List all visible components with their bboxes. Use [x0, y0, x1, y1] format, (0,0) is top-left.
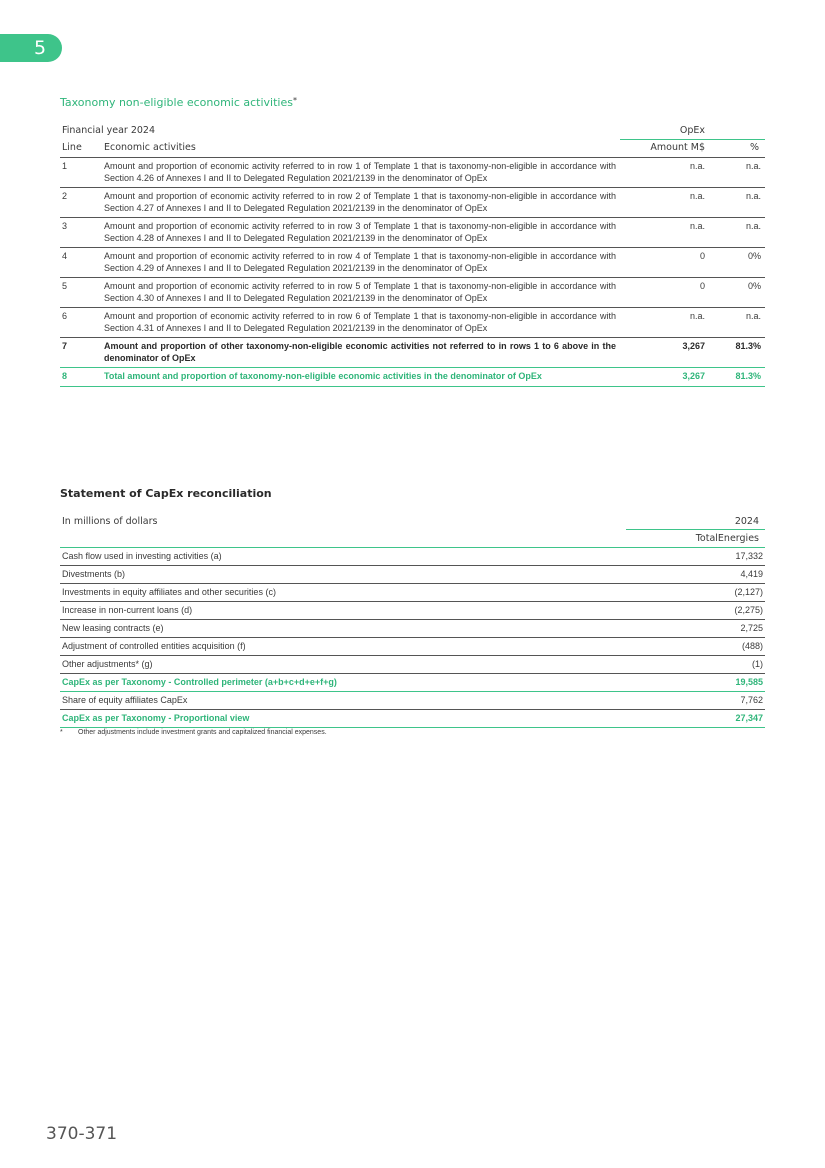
- row-label: Share of equity affiliates CapEx: [62, 695, 188, 705]
- row-line-number: 3: [62, 221, 68, 231]
- capex-section-title: Statement of CapEx reconciliation: [60, 487, 272, 500]
- row-line-number: 1: [62, 161, 68, 171]
- table-row-total: [60, 368, 765, 387]
- row-description: Amount and proportion of other taxonomy-non-eligible economic activities not referred to in rows 1 to 6 above in the denominator of OpEx: [104, 341, 616, 363]
- row-label: Cash flow used in investing activities (a): [62, 551, 222, 561]
- row-line-number: 5: [62, 281, 68, 291]
- table-row: [60, 248, 765, 278]
- row-label: Other adjustments* (g): [62, 659, 153, 669]
- row-line-number: 8: [62, 371, 68, 381]
- row-amount: n.a.: [689, 311, 705, 321]
- table-row-proportional-total: [60, 710, 765, 728]
- row-value: 7,762: [740, 695, 763, 705]
- table-row: [60, 566, 765, 584]
- row-amount: 3,267: [682, 371, 705, 381]
- footnote-text: Other adjustments include investment grants and capitalized financial expenses.: [78, 729, 327, 736]
- row-description: Total amount and proportion of taxonomy-non-eligible economic activities in the denominator of OpEx: [104, 371, 542, 381]
- section-title-mark: *: [292, 96, 297, 105]
- row-value: 2,725: [740, 623, 763, 633]
- table-row: [60, 584, 765, 602]
- capex-table: [60, 514, 765, 728]
- col-header-activities: Economic activities: [104, 142, 196, 153]
- row-value: 17,332: [735, 551, 763, 561]
- section-title-text: Taxonomy non-eligible economic activities: [60, 96, 293, 109]
- col-header-pct: %: [749, 142, 759, 153]
- row-pct: 81.3%: [735, 341, 761, 351]
- row-pct: 0%: [747, 281, 761, 291]
- row-amount: n.a.: [689, 191, 705, 201]
- section-title: [60, 96, 297, 109]
- footnote: [60, 729, 327, 736]
- row-value: (488): [741, 641, 763, 651]
- row-value: 19,585: [735, 677, 763, 687]
- row-amount: 0: [699, 251, 705, 261]
- row-description: Amount and proportion of economic activity referred to in row 6 of Template 1 that is taxonomy-non-eligible in accordance with Section 4.31 of Annexes I and II to Delegated Regulation 2021/2139 in the denominator of OpEx: [104, 311, 616, 333]
- row-pct: n.a.: [745, 221, 761, 231]
- table-row-controlled-total: [60, 674, 765, 692]
- table-row: [60, 188, 765, 218]
- row-line-number: 6: [62, 311, 68, 321]
- col-header-line: Line: [62, 142, 82, 153]
- year-header: 2024: [734, 516, 759, 527]
- row-label: CapEx as per Taxonomy - Controlled perimeter (a+b+c+d+e+f+g): [62, 677, 337, 687]
- row-line-number: 4: [62, 251, 68, 261]
- row-amount: n.a.: [689, 221, 705, 231]
- row-description: Amount and proportion of economic activity referred to in row 3 of Template 1 that is taxonomy-non-eligible in accordance with Section 4.28 of Annexes I and II to Delegated Regulation 2021/2139 in the denominator of OpEx: [104, 221, 616, 243]
- table-row: [60, 692, 765, 710]
- row-label: Investments in equity affiliates and other securities (c): [62, 587, 276, 597]
- table-row: [60, 638, 765, 656]
- row-pct: n.a.: [745, 191, 761, 201]
- row-amount: 3,267: [682, 341, 705, 351]
- table-row: [60, 158, 765, 188]
- table-row: [60, 602, 765, 620]
- capex-header-row-1: [60, 514, 765, 530]
- row-description: Amount and proportion of economic activity referred to in row 2 of Template 1 that is taxonomy-non-eligible in accordance with Section 4.27 of Annexes I and II to Delegated Regulation 2021/2139 in the denominator of OpEx: [104, 191, 616, 213]
- table-row: [60, 308, 765, 338]
- row-value: (2,275): [734, 605, 763, 615]
- row-amount: n.a.: [689, 161, 705, 171]
- footnote-marker: *: [60, 729, 63, 736]
- unit-label: In millions of dollars: [62, 516, 158, 527]
- row-pct: 81.3%: [735, 371, 761, 381]
- row-value: 27,347: [735, 713, 763, 723]
- page-number: 370-371: [46, 1124, 118, 1144]
- entity-header: TotalEnergies: [695, 533, 759, 544]
- row-label: CapEx as per Taxonomy - Proportional view: [62, 713, 250, 723]
- table-row-other-activities: [60, 338, 765, 368]
- row-value: 4,419: [740, 569, 763, 579]
- row-pct: n.a.: [745, 161, 761, 171]
- row-line-number: 7: [62, 341, 68, 351]
- row-description: Amount and proportion of economic activity referred to in row 4 of Template 1 that is taxonomy-non-eligible in accordance with Section 4.29 of Annexes I and II to Delegated Regulation 2021/2139 in the denominator of OpEx: [104, 251, 616, 273]
- row-label: Divestments (b): [62, 569, 126, 579]
- col-header-amount: Amount M$: [650, 142, 705, 153]
- chapter-tab: 5: [0, 34, 62, 62]
- row-description: Amount and proportion of economic activity referred to in row 1 of Template 1 that is taxonomy-non-eligible in accordance with Section 4.26 of Annexes I and II to Delegated Regulation 2021/2139 in the denominator of OpEx: [104, 161, 616, 183]
- row-value: (1): [752, 659, 763, 669]
- row-label: Increase in non-current loans (d): [62, 605, 193, 615]
- row-pct: 0%: [747, 251, 761, 261]
- table-row: [60, 548, 765, 566]
- opex-header-row-2: [60, 140, 765, 158]
- opex-table: [60, 123, 765, 387]
- row-pct: n.a.: [745, 311, 761, 321]
- row-label: Adjustment of controlled entities acquisition (f): [62, 641, 246, 651]
- row-value: (2,127): [734, 587, 763, 597]
- row-label: New leasing contracts (e): [62, 623, 164, 633]
- table-row: [60, 218, 765, 248]
- opex-group-header: OpEx: [679, 125, 706, 136]
- table-row: [60, 656, 765, 674]
- capex-header-row-2: [60, 530, 765, 548]
- financial-year-label: Financial year 2024: [62, 125, 156, 136]
- row-line-number: 2: [62, 191, 68, 201]
- opex-header-row-1: [60, 123, 765, 140]
- table-row: [60, 278, 765, 308]
- row-amount: 0: [699, 281, 705, 291]
- row-description: Amount and proportion of economic activity referred to in row 5 of Template 1 that is taxonomy-non-eligible in accordance with Section 4.30 of Annexes I and II to Delegated Regulation 2021/2139 in the denominator of OpEx: [104, 281, 616, 303]
- table-row: [60, 620, 765, 638]
